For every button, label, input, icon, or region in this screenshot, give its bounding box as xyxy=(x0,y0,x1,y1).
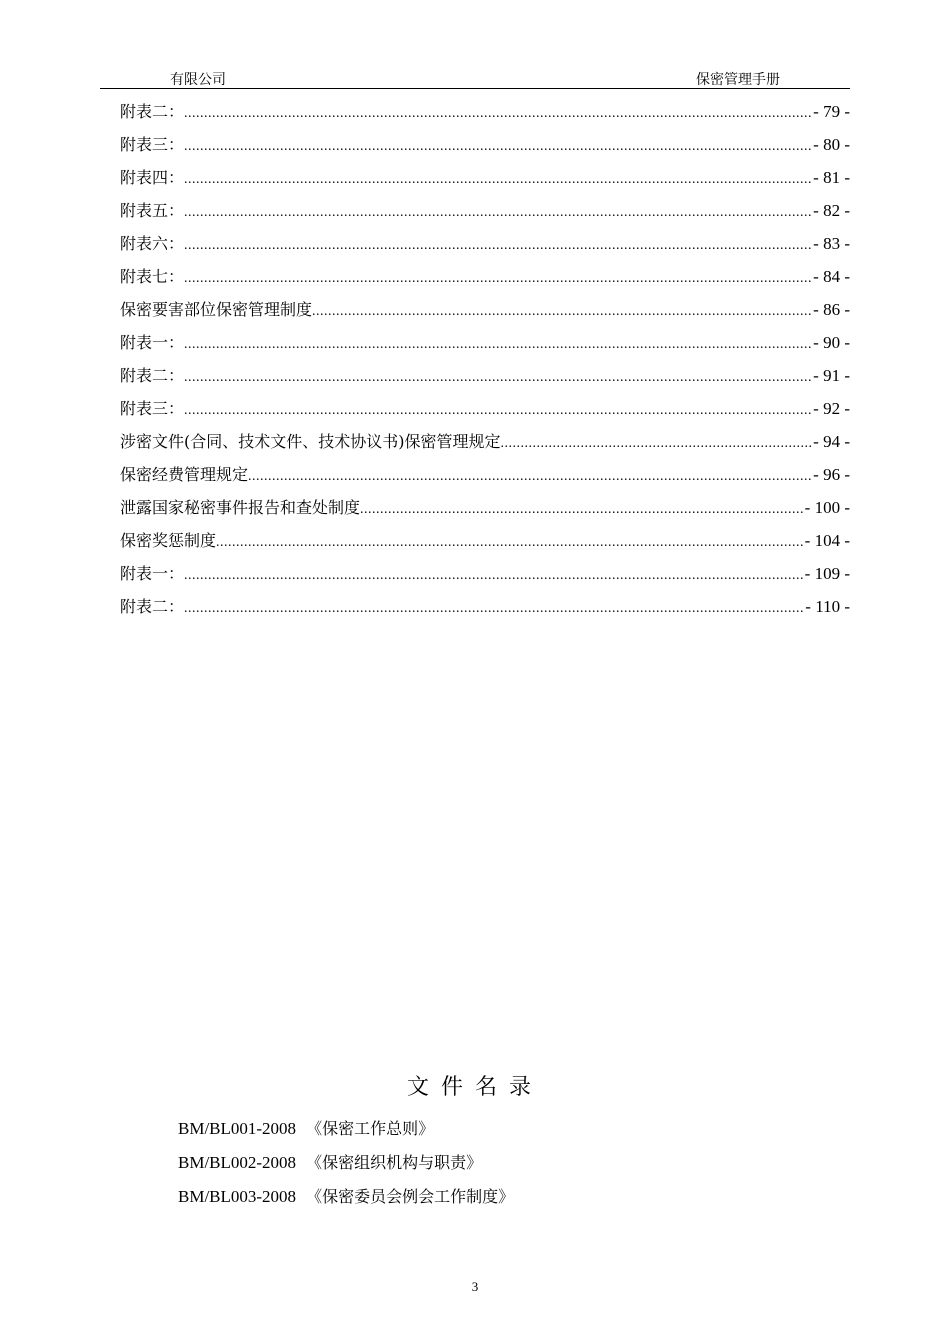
toc-entry-title: 附表六： xyxy=(120,234,185,253)
toc-entry-page: - 110 - xyxy=(805,597,850,616)
toc-entry-title: 附表二： xyxy=(120,366,185,385)
toc-entry[interactable] xyxy=(120,528,850,561)
document-code: BM/BL003-2008 xyxy=(178,1187,297,1206)
toc-entry-page: - 82 - xyxy=(813,201,850,220)
toc-entry-title: 保密经费管理规定 xyxy=(120,465,249,484)
header-manual-title: 保密管理手册 xyxy=(696,72,780,88)
section-title: 文件名录 xyxy=(406,1075,543,1100)
toc-entry[interactable] xyxy=(120,231,850,264)
toc-leader-dots xyxy=(184,134,813,160)
toc-entry-title: 附表七： xyxy=(120,267,185,286)
toc-entry-title: 附表二： xyxy=(120,102,185,121)
header-company: 有限公司 xyxy=(170,72,226,88)
toc-leader-dots xyxy=(184,398,813,424)
toc-entry-page: - 104 - xyxy=(804,531,850,550)
document-item[interactable] xyxy=(178,1116,514,1150)
toc-entry-title: 泄露国家秘密事件报告和查处制度 xyxy=(120,498,361,517)
document-code: BM/BL002-2008 xyxy=(178,1153,297,1172)
toc-entry[interactable] xyxy=(120,198,850,231)
toc-leader-dots xyxy=(184,200,813,226)
toc-leader-dots xyxy=(184,233,813,259)
toc-entry-title: 附表一： xyxy=(120,564,185,583)
toc-entry-page: - 79 - xyxy=(813,102,850,121)
toc-entry[interactable] xyxy=(120,264,850,297)
toc-entry[interactable] xyxy=(120,363,850,396)
toc-leader-dots xyxy=(312,299,813,325)
document-list xyxy=(178,1116,514,1218)
toc-entry[interactable] xyxy=(120,99,850,132)
toc-entry[interactable] xyxy=(120,396,850,429)
toc-entry-title: 附表五： xyxy=(120,201,185,220)
toc-leader-dots xyxy=(184,365,813,391)
toc-entry-title: 附表四： xyxy=(120,168,185,187)
table-of-contents xyxy=(120,99,850,627)
toc-entry-page: - 100 - xyxy=(804,498,850,517)
toc-entry-page: - 94 - xyxy=(813,432,850,451)
page-header xyxy=(100,66,850,89)
toc-entry-title: 涉密文件(合同、技术文件、技术协议书)保密管理规定 xyxy=(120,432,501,451)
toc-leader-dots xyxy=(184,563,805,589)
toc-entry-page: - 91 - xyxy=(813,366,850,385)
document-item[interactable] xyxy=(178,1184,514,1218)
toc-entry-page: - 80 - xyxy=(813,135,850,154)
toc-leader-dots xyxy=(216,530,805,556)
document-name: 《保密工作总则》 xyxy=(306,1119,435,1138)
document-name: 《保密委员会例会工作制度》 xyxy=(306,1187,515,1206)
toc-entry-page: - 86 - xyxy=(813,300,850,319)
toc-leader-dots xyxy=(184,101,813,127)
toc-entry[interactable] xyxy=(120,561,850,594)
toc-entry[interactable] xyxy=(120,594,850,627)
toc-entry[interactable] xyxy=(120,297,850,330)
document-name: 《保密组织机构与职责》 xyxy=(306,1153,483,1172)
toc-entry[interactable] xyxy=(120,429,850,462)
toc-entry-page: - 84 - xyxy=(813,267,850,286)
toc-leader-dots xyxy=(360,497,805,523)
toc-entry-page: - 92 - xyxy=(813,399,850,418)
toc-entry-title: 保密奖惩制度 xyxy=(120,531,217,550)
toc-leader-dots xyxy=(184,596,805,622)
toc-entry-page: - 96 - xyxy=(813,465,850,484)
toc-entry-title: 附表三： xyxy=(120,399,185,418)
toc-entry[interactable] xyxy=(120,165,850,198)
toc-entry-page: - 90 - xyxy=(813,333,850,352)
toc-entry-page: - 83 - xyxy=(813,234,850,253)
toc-leader-dots xyxy=(501,431,814,457)
toc-entry-title: 附表二： xyxy=(120,597,185,616)
toc-entry-page: - 109 - xyxy=(804,564,850,583)
toc-entry[interactable] xyxy=(120,495,850,528)
toc-entry-title: 附表三： xyxy=(120,135,185,154)
toc-leader-dots xyxy=(248,464,813,490)
page-number: 3 xyxy=(471,1279,479,1294)
document-item[interactable] xyxy=(178,1150,514,1184)
document-code: BM/BL001-2008 xyxy=(178,1119,297,1138)
toc-entry-title: 保密要害部位保密管理制度 xyxy=(120,300,313,319)
toc-leader-dots xyxy=(184,167,813,193)
toc-entry[interactable] xyxy=(120,330,850,363)
toc-leader-dots xyxy=(184,266,813,292)
toc-entry-title: 附表一： xyxy=(120,333,185,352)
toc-entry[interactable] xyxy=(120,462,850,495)
toc-entry[interactable] xyxy=(120,132,850,165)
toc-leader-dots xyxy=(184,332,813,358)
toc-entry-page: - 81 - xyxy=(813,168,850,187)
